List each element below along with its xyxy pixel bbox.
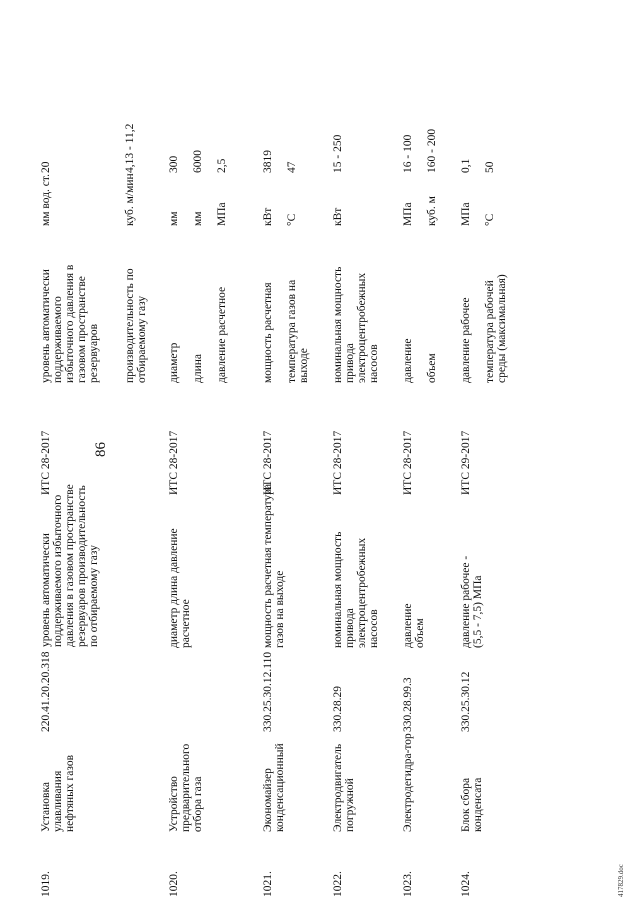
param-unit: МПа bbox=[402, 202, 414, 226]
item-params: давление рабочее - (5,5 - 7,5) МПа bbox=[460, 555, 484, 648]
item-params: мощность расчетная температура газов на выходе bbox=[262, 483, 286, 648]
item-params: уровень автоматически поддерживаемого избыточного давления в газовом пространстве резервуаров производительность по отбираемому газу bbox=[40, 484, 100, 647]
row-number: 1021. bbox=[262, 871, 274, 897]
param-value: 0,1 bbox=[460, 158, 472, 173]
row-number: 1023. bbox=[402, 871, 414, 897]
row-number: 1020. bbox=[168, 871, 180, 897]
param-value: 2,5 bbox=[216, 158, 228, 173]
item-params: диаметр длина давление расчетное bbox=[168, 528, 192, 648]
page-number: 86 bbox=[93, 442, 109, 457]
item-code: 220.41.20.20.318 bbox=[40, 651, 52, 732]
param-unit: мм bbox=[192, 211, 204, 226]
item-name: Электродегидра-тор bbox=[402, 733, 414, 832]
item-code: 330.25.30.12 bbox=[460, 671, 472, 732]
param-unit: куб. м/мин bbox=[124, 173, 136, 226]
param-name: объем bbox=[426, 353, 438, 383]
param-unit: куб. м bbox=[426, 196, 438, 226]
item-standard: ИТС 28-2017 bbox=[262, 430, 274, 495]
param-name: давление расчетное bbox=[216, 286, 228, 383]
row-number: 1022. bbox=[332, 871, 344, 897]
param-name: диаметр bbox=[168, 342, 180, 383]
item-code: 330.28.29 bbox=[332, 686, 344, 732]
param-name: температура газов на выходе bbox=[286, 279, 310, 383]
item-code: 330.25.30.12.110 bbox=[262, 651, 274, 732]
param-value: 300 bbox=[168, 155, 180, 173]
item-name: Устройство предварительного отбора газа bbox=[168, 743, 204, 832]
param-unit: °С bbox=[484, 213, 496, 226]
param-unit: мм bbox=[168, 211, 180, 226]
param-name: длина bbox=[192, 353, 204, 383]
item-params: давление объем bbox=[402, 603, 426, 648]
param-name: давление рабочее bbox=[460, 297, 472, 383]
param-name: производительность по отбираемому газу bbox=[124, 268, 148, 383]
param-unit: МПа bbox=[460, 202, 472, 226]
param-value: 20 bbox=[40, 161, 52, 173]
item-name: Блок сбора конденсата bbox=[460, 777, 484, 832]
item-name: Установка улавливания нефтяных газов bbox=[40, 755, 76, 832]
item-standard: ИТС 29-2017 bbox=[460, 430, 472, 495]
item-standard: ИТС 28-2017 bbox=[40, 430, 52, 495]
footer-filename: 417829.doc bbox=[617, 864, 625, 897]
item-name: Экономайзер конденсационный bbox=[262, 743, 286, 832]
item-standard: ИТС 28-2017 bbox=[168, 430, 180, 495]
param-unit: МПа bbox=[216, 202, 228, 226]
item-standard: ИТС 28-2017 bbox=[332, 430, 344, 495]
param-value: 47 bbox=[286, 161, 298, 173]
param-name: номинальная мощность привода электроцентробежных насосов bbox=[332, 266, 380, 383]
param-value: 16 - 100 bbox=[402, 134, 414, 173]
item-code: 330.28.99.3 bbox=[402, 677, 414, 732]
param-name: температура рабочей среды (максимальная) bbox=[484, 274, 508, 383]
row-number: 1024. bbox=[460, 871, 472, 897]
param-value: 6000 bbox=[192, 150, 204, 173]
item-standard: ИТС 28-2017 bbox=[402, 430, 414, 495]
param-unit: °С bbox=[286, 213, 298, 226]
param-value: 15 - 250 bbox=[332, 134, 344, 173]
param-value: 4,13 - 11,2 bbox=[124, 123, 136, 173]
param-name: уровень автоматически поддерживаемого избыточного давления в газовом пространстве резервуаров bbox=[40, 264, 100, 383]
param-unit: кВт bbox=[332, 207, 344, 226]
param-unit: мм вод. ст. bbox=[40, 174, 52, 226]
param-name: мощность расчетная bbox=[262, 282, 274, 383]
param-value: 3819 bbox=[262, 150, 274, 173]
row-number: 1019. bbox=[40, 871, 52, 897]
item-name: Электродвигатель погружной bbox=[332, 743, 356, 832]
param-name: давление bbox=[402, 338, 414, 383]
param-value: 50 bbox=[484, 161, 496, 173]
param-unit: кВт bbox=[262, 207, 274, 226]
param-value: 160 - 200 bbox=[426, 128, 438, 173]
item-params: номинальная мощность привода электроцентробежных насосов bbox=[332, 531, 380, 648]
